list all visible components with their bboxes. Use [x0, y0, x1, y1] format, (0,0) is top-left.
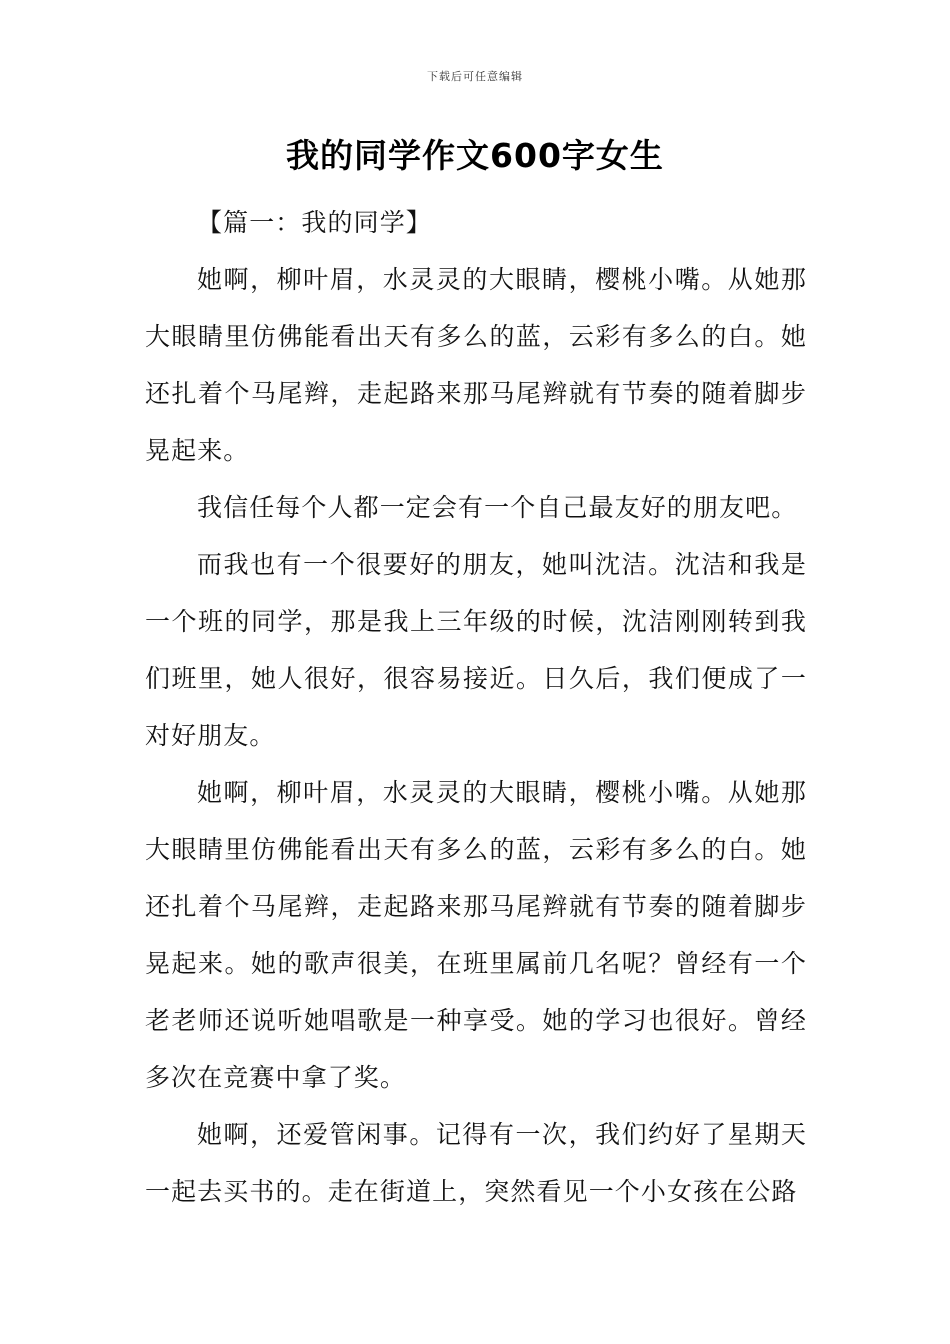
- header-note: 下载后可任意编辑: [427, 70, 523, 83]
- paragraph: 而我也有一个很要好的朋友，她叫沈洁。沈洁和我是一个班的同学，那是我上三年级的时候，沈洁刚刚转到我们班里，她人很好，很容易接近。日久后，我们便成了一对好朋友。: [145, 550, 807, 750]
- paragraph: 她啊，还爱管闲事。记得有一次，我们约好了星期天一起去买书的。走在街道上，突然看见一个小女孩在公路: [145, 1120, 807, 1206]
- document-body: [145, 194, 807, 1220]
- paragraph: 她啊，柳叶眉，水灵灵的大眼睛，樱桃小嘴。从她那大眼睛里仿佛能看出天有多么的蓝，云彩有多么的白。她还扎着个马尾辫，走起路来那马尾辫就有节奏的随着脚步晃起来。: [145, 265, 807, 465]
- paragraph: 她啊，柳叶眉，水灵灵的大眼睛，樱桃小嘴。从她那大眼睛里仿佛能看出天有多么的蓝，云彩有多么的白。她还扎着个马尾辫，走起路来那马尾辫就有节奏的随着脚步晃起来。她的歌声很美，在班里属前几名呢？曾经有一个老老师还说听她唱歌是一种享受。她的学习也很好。曾经多次在竞赛中拿了奖。: [145, 778, 807, 1092]
- paragraph: 我信任每个人都一定会有一个自己最友好的朋友吧。: [197, 493, 798, 522]
- section-heading: 【篇一：我的同学】: [197, 208, 432, 237]
- document-title: 我的同学作文600字女生: [286, 136, 664, 175]
